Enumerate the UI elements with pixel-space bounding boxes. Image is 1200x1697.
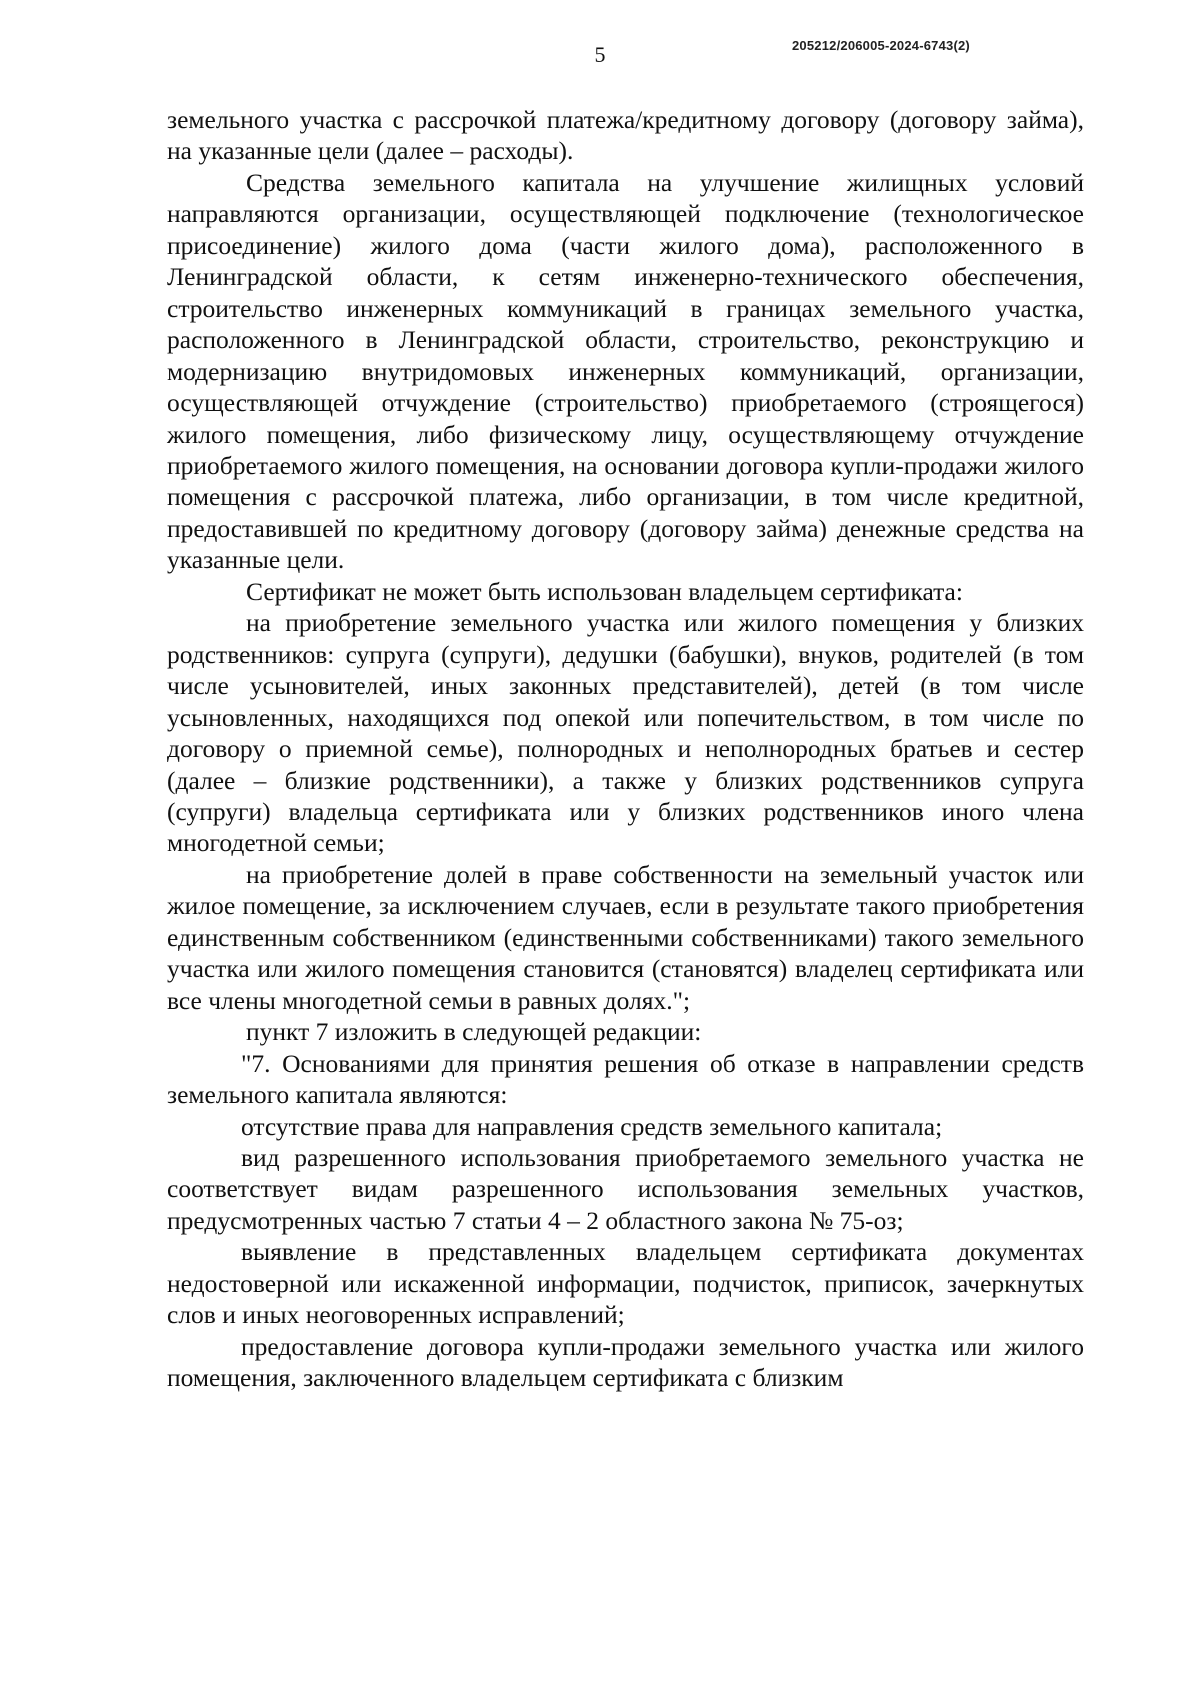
paragraph-9: вид разрешенного использования приобретаемого земельного участка не соответствует видам разрешенного использования земельных участков, предусмотренных частью 7 статьи 4 – 2 областного закона № 75-оз; bbox=[167, 1142, 1084, 1235]
document-id: 205212/206005-2024-6743(2) bbox=[792, 38, 970, 53]
paragraph-3: Сертификат не может быть использован владельцем сертификата: bbox=[246, 576, 963, 606]
paragraph-8: отсутствие права для направления средств земельного капитала; bbox=[241, 1111, 943, 1141]
paragraph-6: пункт 7 изложить в следующей редакции: bbox=[246, 1017, 702, 1047]
paragraph-2: Средства земельного капитала на улучшение жилищных условий направляются организации, осуществляющей подключение (технологическое присоединение) жилого дома (части жилого дома), расположенного в Ленинградской области, к сетям инженерно-технического обеспечения, строительство инженерных коммуникаций в границах земельного участка, расположенного в Ленинградской области, строительство, реконструкцию и модернизацию внутридомовых инженерных коммуникаций, организации, осуществляющей отчуждение (строительство) приобретаемого (строящегося) жилого помещения, либо физическому лицу, осуществляющему отчуждение приобретаемого жилого помещения, на основании договора купли-продажи жилого помещения с рассрочкой платежа, либо организации, в том числе кредитной, предоставившей по кредитному договору (договору займа) денежные средства на указанные цели. bbox=[167, 167, 1084, 575]
paragraph-5: на приобретение долей в праве собственности на земельный участок или жилое помещение, за исключением случаев, если в результате такого приобретения единственным собственником (единственными собственниками) такого земельного участка или жилого помещения становится (становятся) владелец сертификата или все члены многодетной семьи в равных долях."; bbox=[167, 859, 1084, 1015]
document-body bbox=[167, 104, 1084, 1394]
paragraph-10: выявление в представленных владельцем сертификата документах недостоверной или искаженной информации, подчисток, приписок, зачеркнутых слов и иных неоговоренных исправлений; bbox=[167, 1237, 1084, 1330]
paragraph-1: земельного участка с рассрочкой платежа/кредитному договору (договору займа), на указанные цели (далее – расходы). bbox=[167, 105, 1084, 166]
paragraph-7: "7. Основаниями для принятия решения об отказе в направлении средств земельного капитала являются: bbox=[167, 1048, 1084, 1110]
paragraph-11: предоставление договора купли-продажи земельного участка или жилого помещения, заключенного владельцем сертификата с близким bbox=[167, 1331, 1084, 1393]
page-number: 5 bbox=[594, 42, 606, 67]
paragraph-4: на приобретение земельного участка или жилого помещения у близких родственников: супруга (супруги), дедушки (бабушки), внуков, родителей (в том числе усыновителей, иных законных представителей), детей (в том числе усыновленных, находящихся под опекой или попечительством, в том числе по договору о приемной семье), полнородных и неполнородных братьев и сестер (далее – близкие родственники), а также у близких родственников супруга (супруги) владельца сертификата или у близких родственников иного члена многодетной семьи; bbox=[167, 608, 1084, 858]
